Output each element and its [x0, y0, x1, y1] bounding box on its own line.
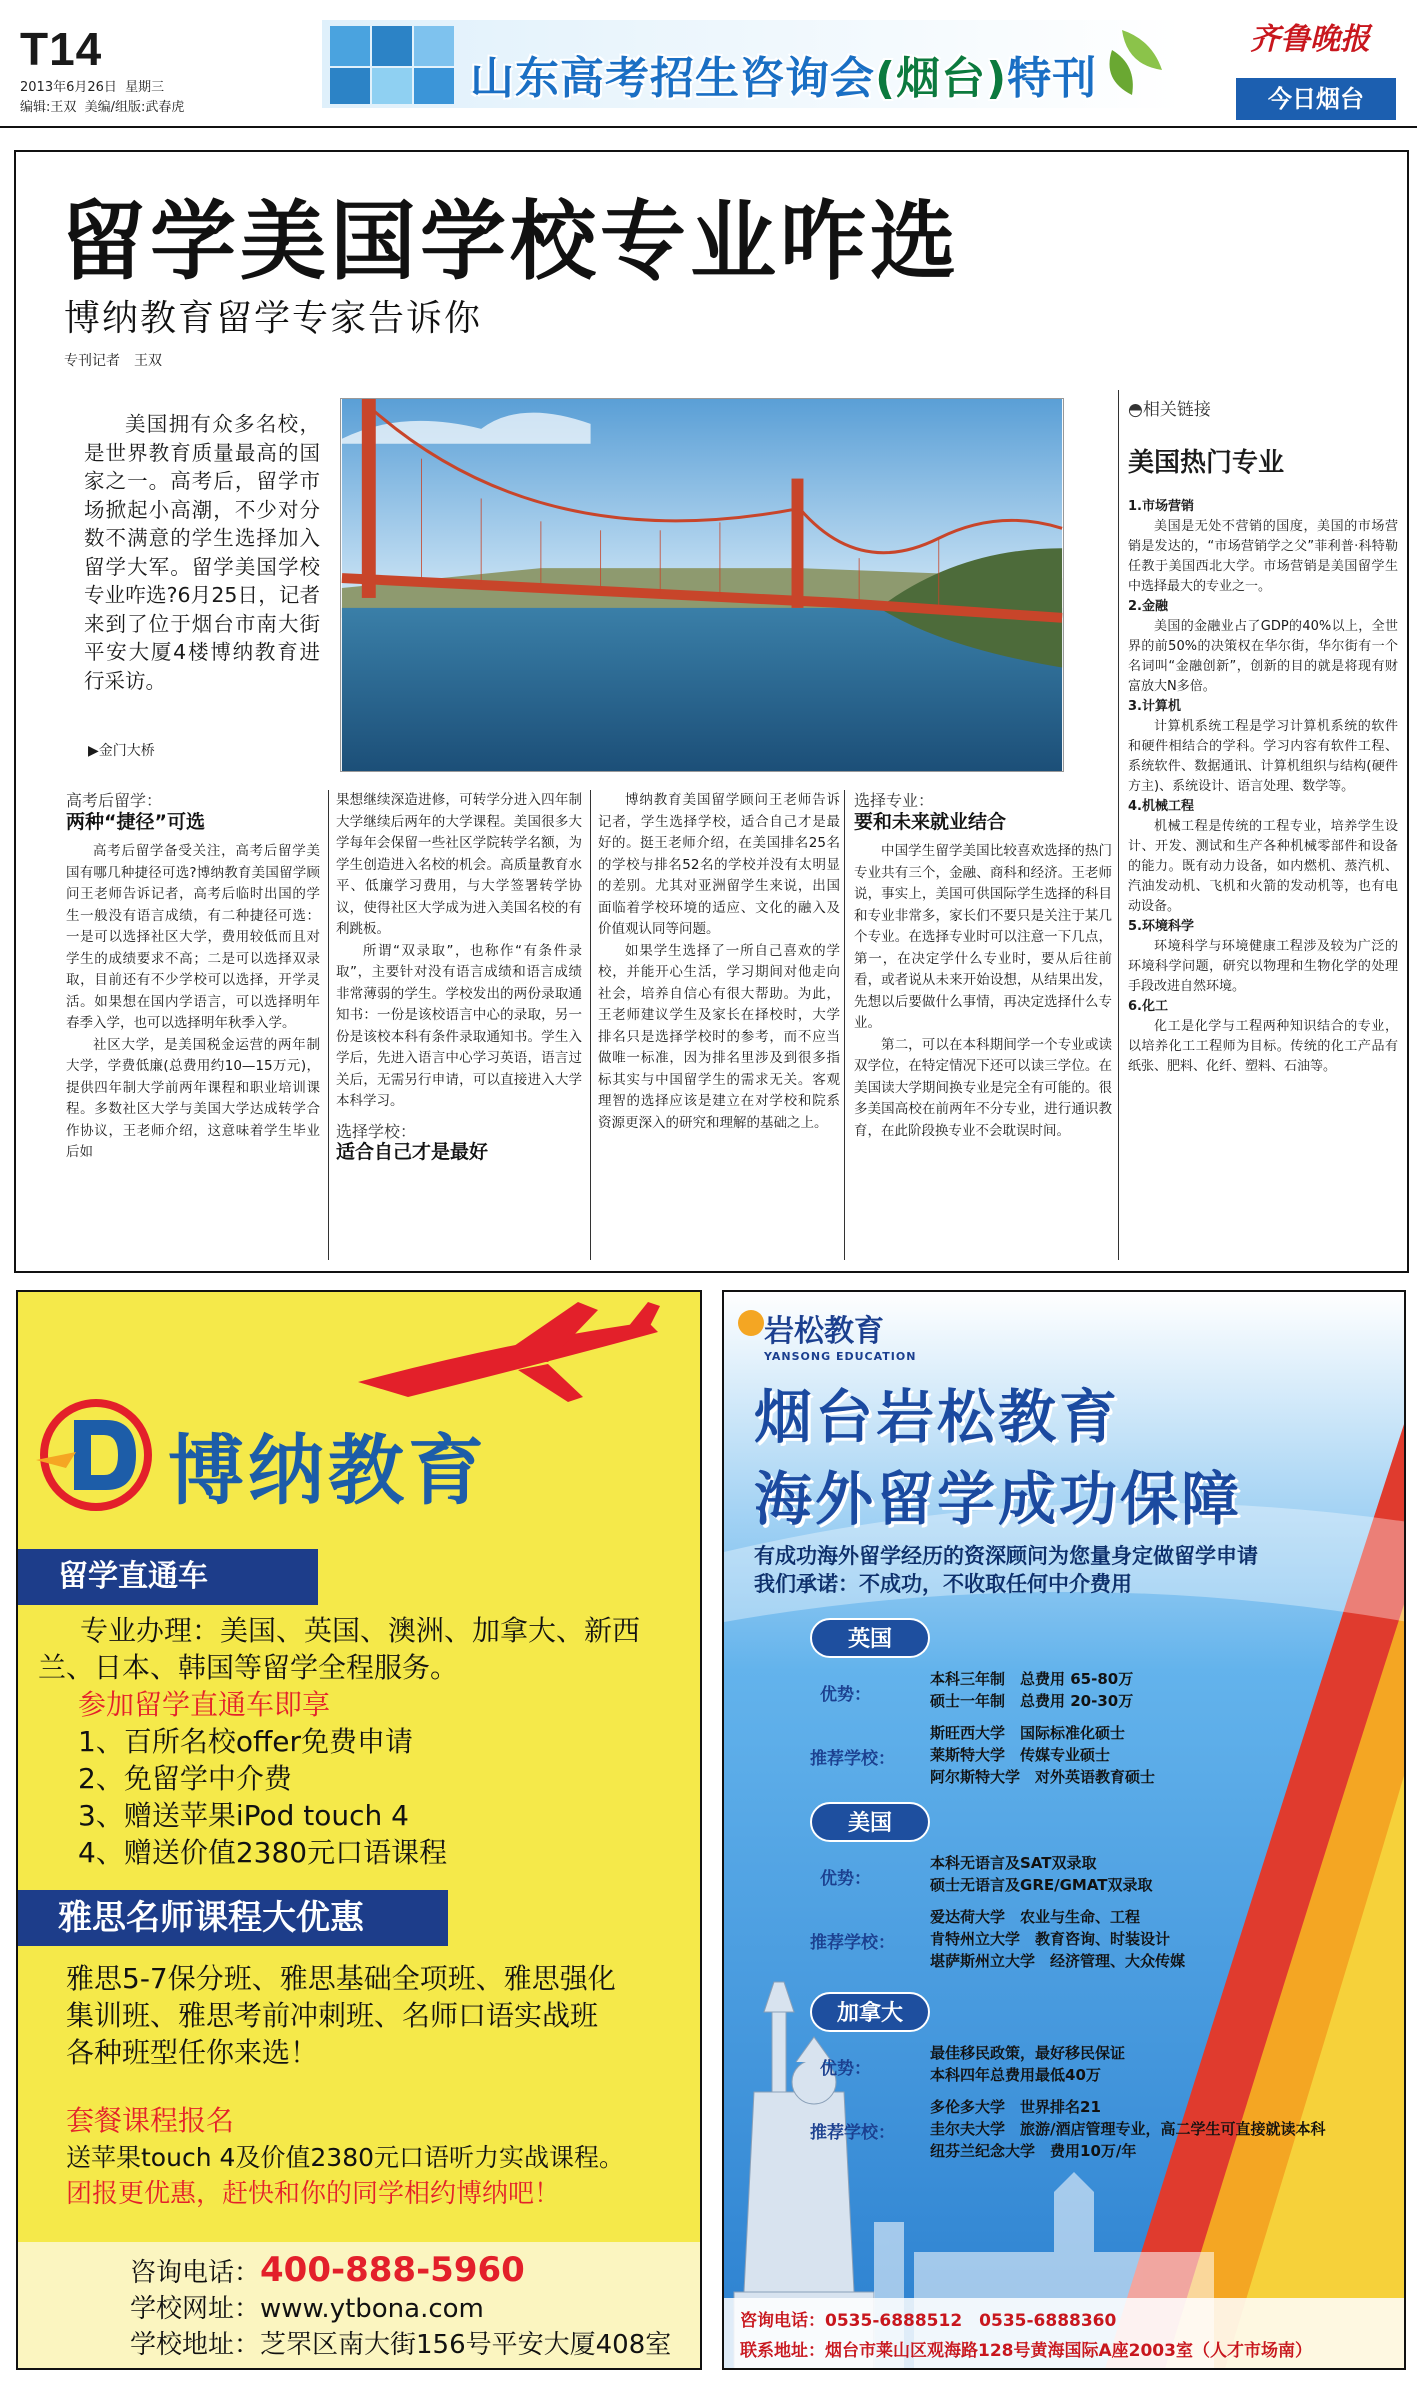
paragraph: 高考后留学备受关注，高考后留学美国有哪几种捷径可选?博纳教育美国留学顾问王老师告诉记者，高考后临时出国的学生一般没有语言成绩，有二种捷径可选：一是可以选择社区大学，费用较低而且对学生的成绩要求不高；二是可以选择双录取，目前还有不少学校可以选择，开学灵活。如果想在国内学语言，可以选择明年春季入学，也可以选择明年秋季入学。	[66, 843, 320, 1031]
section-label: 选择专业：	[854, 791, 935, 810]
yansong-phone-line	[740, 2306, 1116, 2331]
yansong-logo	[764, 1306, 916, 1363]
ribbon-study-express: 留学直通车	[18, 1549, 318, 1605]
offer-title: 参加留学直通车即享	[78, 1688, 331, 1721]
offer-item: 3、赠送苹果iPod touch 4	[78, 1799, 409, 1832]
half-circle-icon: ◓	[1128, 400, 1143, 420]
bona-contact	[130, 2252, 671, 2363]
issue-meta	[20, 78, 184, 118]
package-text: 送苹果touch 4及价值2380元口语听力实战课程。	[66, 2143, 625, 2172]
recommended-label: 推荐学校：	[810, 1933, 895, 1953]
section-badge: 今日烟台	[1236, 78, 1396, 120]
yansong-title: 烟台岩松教育	[754, 1383, 1121, 1451]
designer: 美编/组版:武春虎	[84, 100, 185, 115]
recommended-school: 莱斯特大学 传媒专业硕士	[930, 1746, 1111, 1764]
advantage-list	[930, 2042, 1125, 2086]
section-label: 高考后留学：	[66, 791, 163, 810]
recommended-list	[930, 1722, 1400, 1788]
recommended-school: 斯旺西大学 国际标准化硕士	[930, 1724, 1126, 1742]
recommended-list	[930, 1906, 1400, 1972]
section-title: 要和未来就业结合	[854, 810, 1007, 833]
yansong-address: 烟台市莱山区观海路128号黄海国际A座2003室（人才市场南）	[825, 2341, 1312, 2361]
paragraph: 博纳教育美国留学顾问王老师告诉记者，学生选择学校，适合自己才是最好的。挺王老师介绍，在美国排名25名的学校与排名52名的学校并没有太明显的差别。尤其对亚洲留学生来说，出国面临着学校环境的适应、文化的融入及价值观认同等问题。	[598, 792, 840, 937]
advantage-item: 本科三年制 总费用 65-80万	[930, 1670, 1134, 1688]
paragraph: 社区大学，是美国税金运营的两年制大学，学费低廉(总费用约10—15万元)，提供四年制大学前两年课程和职业培训课程。多数社区大学与美国大学达成转学合作协议，王老师介绍，这意味着学生毕业后如	[66, 1036, 320, 1160]
offer-item: 1、百所名校offer免费申请	[78, 1725, 413, 1758]
cube-icon	[330, 26, 454, 104]
recommended-school: 纽芬兰纪念大学 费用10万/年	[930, 2142, 1137, 2160]
major-description: 美国的金融业占了GDP的40%以上，全世界的前50%的决策权在华尔街，华尔街有一个名词叫“金融创新”，创新的目的就是将现有财富放大N多倍。	[1128, 619, 1398, 694]
yansong-slogan: 海外留学成功保障	[754, 1465, 1243, 1533]
address: 芝罘区南大街156号平安大厦408室	[260, 2330, 672, 2360]
advantage-item: 硕士一年制 总费用 20-30万	[930, 1692, 1134, 1710]
phone-label: 咨询电话：	[130, 2258, 261, 2288]
recommended-school: 堪萨斯州立大学 经济管理、大众传媒	[930, 1952, 1186, 1970]
issue-date: 2013年6月26日	[20, 80, 117, 95]
major-heading: 2.金融	[1128, 599, 1168, 614]
services-text: 专业办理：美国、英国、澳洲、加拿大、新西兰、日本、韩国等留学全程服务。	[38, 1614, 641, 1684]
sidebar-list	[1128, 497, 1398, 1077]
section-title: 适合自己才是最好	[336, 1141, 489, 1163]
article-column-1	[66, 790, 320, 1164]
banner-title	[470, 42, 1097, 106]
recommended-label: 推荐学校：	[810, 2123, 895, 2143]
group-offer-text: 团报更优惠，赶快和你的同学相约博纳吧！	[66, 2179, 561, 2209]
banner-tail: 特刊	[1007, 53, 1098, 104]
advantage-label: 优势：	[820, 1685, 871, 1705]
package-section	[66, 2102, 686, 2213]
advantage-list	[930, 1668, 1133, 1712]
advantage-item: 本科无语言及SAT双录取	[930, 1854, 1097, 1872]
bona-ad	[16, 1290, 702, 2370]
major-heading: 3.计算机	[1128, 699, 1181, 714]
headline: 留学美国学校专业咋选	[60, 192, 960, 292]
section-title: 两种“捷径”可选	[66, 810, 205, 833]
page-number: T14	[20, 23, 103, 75]
photo-caption: ▶金门大桥	[88, 743, 155, 759]
bona-brand: 博纳教育	[168, 1426, 488, 1515]
recommended-list	[930, 2096, 1400, 2162]
yansong-address-line	[740, 2336, 1312, 2361]
country-badge: 美国	[810, 1802, 930, 1842]
advantage-item: 本科四年总费用最低40万	[930, 2066, 1101, 2084]
editor: 编辑:王双	[20, 100, 77, 115]
offer-list	[38, 1723, 688, 1871]
ielts-courses: 雅思5-7保分班、雅思基础全项班、雅思强化集训班、雅思考前冲刺班、名师口语实战班 各种班型任你来选！	[66, 1962, 616, 2069]
header-rule	[0, 126, 1417, 128]
paragraph: 第二，可以在本科期间学一个专业或读双学位，在特定情况下还可以读三学位。在美国读大学期间换专业是完全有可能的。很多美国高校在前两年不分专业，进行通识教育，在此阶段换专业不会耽误时间。	[854, 1036, 1112, 1139]
offer-item: 2、免留学中介费	[78, 1762, 292, 1795]
yansong-logo-text: 岩松教育	[764, 1314, 884, 1349]
recommended-school: 爱达荷大学 农业与生命、工程	[930, 1908, 1141, 1926]
bona-logo-icon	[36, 1390, 156, 1520]
byline: 专刊记者 王双	[64, 353, 162, 369]
major-description: 机械工程是传统的工程专业，培养学生设计、开发、测试和生产各种机械零部件和设备的能力。既有动力设备，如内燃机、蒸汽机、汽油发动机、飞机和火箭的发动机等，也有电动设备。	[1128, 819, 1398, 914]
package-title: 套餐课程报名	[66, 2104, 235, 2137]
sidebar-tag	[1128, 395, 1398, 420]
yansong-phone-label: 咨询电话：	[740, 2311, 825, 2331]
banner-paren: (烟台)	[875, 53, 1008, 104]
paragraph: 所谓“双录取”，也称作“有条件录取”，主要针对没有语言成绩和语言成绩非常薄弱的学生。学校发出的两份录取通知书：一份是该校语言中心的录取，另一份是该校本科有条件录取通知书。学生入学后，先进入语言中心学习英语，语言过关后，无需另行申请，可以直接进入大学本科学习。	[336, 942, 582, 1109]
yansong-phone: 0535-6888512 0535-6888360	[825, 2311, 1117, 2331]
phone-number: 400-888-5960	[260, 2250, 525, 2290]
major-description: 计算机系统工程是学习计算机系统的软件和硬件相结合的学科。学习内容有软件工程、系统软件、数据通讯、计算机组织与结构(硬件方主)、系统设计、语言处理、数学等。	[1128, 719, 1398, 794]
recommended-label: 推荐学校：	[810, 1749, 895, 1769]
major-description: 化工是化学与工程两种知识结合的专业，以培养化工工程师为目标。传统的化工产品有纸张、肥料、化纤、塑料、石油等。	[1128, 1019, 1398, 1074]
airplane-icon	[348, 1302, 668, 1412]
banner-main: 山东高考招生咨询会	[470, 53, 875, 104]
advantage-label: 优势：	[820, 1869, 871, 1889]
promise-1: 有成功海外留学经历的资深顾问为您量身定做留学申请	[754, 1544, 1258, 1568]
yansong-logo-icon	[738, 1310, 764, 1336]
article-column-3	[590, 790, 844, 1134]
yansong-address-label: 联系地址：	[740, 2341, 825, 2361]
bona-services	[38, 1612, 688, 1871]
major-heading: 4.机械工程	[1128, 799, 1194, 814]
advantage-label: 优势：	[820, 2059, 871, 2079]
sidebar-title: 美国热门专业	[1128, 448, 1285, 478]
yansong-logo-en: YANSONG EDUCATION	[764, 1350, 917, 1363]
recommended-school: 肯特州立大学 教育咨询、时装设计	[930, 1930, 1171, 1948]
offer-item: 4、赠送价值2380元口语课程	[78, 1836, 448, 1869]
paragraph: 中国学生留学美国比较喜欢选择的热门专业共有三个，金融、商科和经济。王老师说，事实上，美国可供国际学生选择的科目和专业非常多，家长们不要只是关注于某几个专业。在选择专业时可以注意一下几点，第一，在决定学什么专业时，要从后往前看，或者说从未来开始设想，从结果出发，先想以后要做什么事情，再决定选择什么专业。	[854, 843, 1112, 1031]
recommended-school: 多伦多大学 世界排名21	[930, 2098, 1101, 2116]
lead-paragraph: 美国拥有众多名校，是世界教育质量最高的国家之一。高考后，留学市场掀起小高潮，不少对分数不满意的学生选择加入留学大军。留学美国学校专业咋选?6月25日，记者来到了位于烟台市南大街平安大厦4楼博纳教育进行采访。	[84, 412, 320, 693]
advantage-list	[930, 1852, 1153, 1896]
newspaper-logo: 齐鲁晚报	[1250, 22, 1370, 57]
country-badge: 加拿大	[810, 1992, 930, 2032]
advantage-item: 硕士无语言及GRE/GMAT双录取	[930, 1876, 1153, 1894]
section-label: 选择学校：	[336, 1121, 417, 1141]
ribbon-ielts: 雅思名师课程大优惠	[18, 1890, 448, 1946]
major-heading: 6.化工	[1128, 999, 1168, 1014]
address-label: 学校地址：	[130, 2330, 261, 2360]
sidebar-rule	[1118, 390, 1119, 1260]
major-description: 美国是无处不营销的国度，美国的市场营销是发达的，“市场营销学之父”菲利普·科特勒任教于美国西北大学。市场营销是美国留学生中选择最大的专业之一。	[1128, 519, 1398, 594]
subheadline: 博纳教育留学专家告诉你	[64, 298, 483, 339]
article-column-2	[328, 790, 582, 1172]
major-heading: 5.环境科学	[1128, 919, 1194, 934]
web-label: 学校网址：	[130, 2294, 261, 2324]
sidebar-tag-label: 相关链接	[1142, 400, 1211, 420]
website: www.ytbona.com	[260, 2294, 484, 2324]
paragraph: 果想继续深造进修，可转学分进入四年制大学继续后两年的大学课程。美国很多大学每年会保留一些社区学院转学名额，为学生创造进入名校的机会。高质量教育水平、低廉学习费用，与大学签署转学协议，使得社区大学成为进入美国名校的有利跳板。	[336, 792, 582, 937]
golden-gate-photo	[340, 398, 1064, 772]
promise-2: 我们承诺：不成功，不收取任何中介费用	[754, 1572, 1132, 1596]
yansong-ad	[722, 1290, 1406, 2370]
major-heading: 1.市场营销	[1128, 499, 1194, 514]
issue-weekday: 星期三	[125, 80, 165, 95]
paragraph: 如果学生选择了一所自己喜欢的学校，并能开心生活，学习期间对他走向社会，培养自信心有很大帮助。为此，王老师建议学生及家长在择校时，大学排名只是选择学校时的参考，而不应当做唯一标准，因为排名里涉及到很多指标其实与中国留学生的需求无关。客观理智的选择应该是建立在对学校和院系资源更深入的研究和理解的基础之上。	[598, 942, 840, 1131]
related-sidebar	[1128, 395, 1398, 1077]
major-description: 环境科学与环境健康工程涉及较为广泛的环境科学问题，研究以物理和生物化学的处理手段改进自然环境。	[1128, 939, 1398, 994]
country-badge: 英国	[810, 1618, 930, 1658]
recommended-school: 阿尔斯特大学 对外英语教育硕士	[930, 1768, 1156, 1786]
article-column-4	[844, 790, 1112, 1142]
recommended-school: 圭尔夫大学 旅游/酒店管理专业，高二学生可直接就读本科	[930, 2120, 1326, 2138]
advantage-item: 最佳移民政策，最好移民保证	[930, 2044, 1126, 2062]
